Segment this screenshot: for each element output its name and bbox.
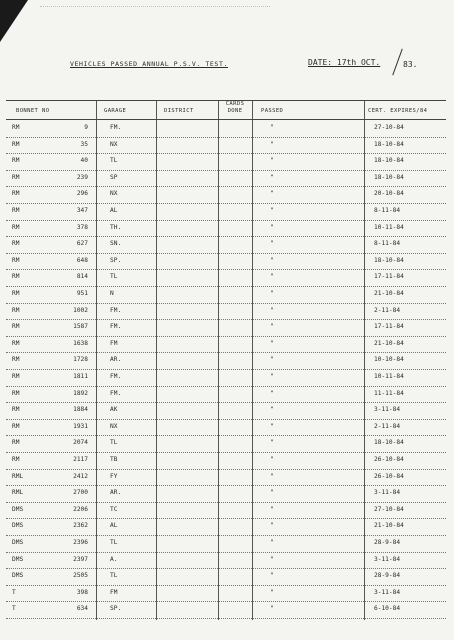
bonnet-number: 2206 bbox=[73, 505, 88, 513]
passed-mark: " bbox=[270, 356, 274, 364]
expiry-date: 28-9-84 bbox=[374, 572, 401, 580]
passed-mark: " bbox=[270, 422, 274, 430]
bonnet-prefix: T bbox=[12, 588, 16, 596]
passed-mark: " bbox=[270, 373, 274, 380]
table-row bbox=[6, 419, 446, 437]
bonnet-number: 2362 bbox=[73, 522, 88, 530]
garage-code: NX bbox=[110, 190, 118, 198]
garage-code: FY bbox=[110, 472, 118, 480]
expiry-date: 21-10-84 bbox=[374, 522, 404, 530]
bonnet-number: 2505 bbox=[73, 572, 88, 580]
table-row bbox=[6, 552, 446, 570]
bonnet-number: 814 bbox=[76, 273, 88, 281]
expiry-date: 10-11-84 bbox=[374, 223, 404, 231]
bonnet-prefix: RM bbox=[12, 456, 20, 463]
bonnet-number: 2397 bbox=[73, 555, 88, 563]
table-row bbox=[6, 502, 446, 520]
passed-mark: " bbox=[270, 240, 274, 248]
table-row bbox=[6, 186, 446, 204]
expiry-date: 10-11-84 bbox=[374, 373, 404, 380]
bonnet-prefix: RM bbox=[12, 323, 20, 331]
table-row bbox=[6, 269, 446, 287]
bonnet-prefix: RM bbox=[12, 157, 20, 165]
expiry-date: 17-11-84 bbox=[374, 273, 404, 281]
column-header-district: DISTRICT bbox=[164, 108, 194, 114]
bonnet-prefix: RM bbox=[12, 207, 20, 214]
garage-code: SP. bbox=[110, 605, 122, 613]
passed-mark: " bbox=[270, 223, 274, 231]
expiry-date: 2-11-84 bbox=[374, 422, 401, 430]
bonnet-number: 1587 bbox=[73, 323, 88, 331]
scan-shadow-corner bbox=[0, 0, 28, 42]
bonnet-number: 1892 bbox=[73, 389, 88, 397]
table-row bbox=[6, 153, 446, 171]
table-row bbox=[6, 203, 446, 221]
bonnet-number: 1931 bbox=[73, 422, 88, 430]
expiry-date: 6-10-84 bbox=[374, 605, 401, 613]
bonnet-number: 1002 bbox=[73, 306, 88, 314]
column-header-expiry: CERT. EXPIRES/84 bbox=[368, 108, 428, 114]
date-slash-mark bbox=[392, 49, 403, 76]
column-header-bonnet: BONNET NO bbox=[16, 108, 50, 114]
expiry-date: 8-11-84 bbox=[374, 207, 401, 214]
table-row bbox=[6, 402, 446, 420]
date-label: DATE: 17th OCT. bbox=[308, 58, 381, 67]
table-row bbox=[6, 303, 446, 321]
passed-mark: " bbox=[270, 190, 274, 198]
passed-mark: " bbox=[270, 489, 274, 497]
expiry-date: 21-10-84 bbox=[374, 290, 404, 297]
bonnet-prefix: RM bbox=[12, 273, 20, 281]
table-row bbox=[6, 352, 446, 370]
page-title: VEHICLES PASSED ANNUAL P.S.V. TEST. bbox=[70, 60, 228, 68]
expiry-date: 11-11-84 bbox=[374, 389, 404, 397]
column-header-garage: GARAGE bbox=[104, 108, 127, 114]
passed-mark: " bbox=[270, 406, 274, 414]
passed-mark: " bbox=[270, 588, 274, 596]
bonnet-prefix: RML bbox=[12, 489, 24, 497]
bonnet-number: 648 bbox=[76, 256, 88, 264]
table-row bbox=[6, 435, 446, 453]
bonnet-prefix: RM bbox=[12, 356, 20, 364]
bonnet-number: 627 bbox=[76, 240, 88, 248]
bonnet-number: 1728 bbox=[73, 356, 88, 364]
bonnet-prefix: RM bbox=[12, 306, 20, 314]
expiry-date: 18-10-84 bbox=[374, 157, 404, 165]
passed-mark: " bbox=[270, 572, 274, 580]
table-row bbox=[6, 336, 446, 354]
expiry-date: 27-10-84 bbox=[374, 505, 404, 513]
garage-code: TC bbox=[110, 505, 118, 513]
table-row bbox=[6, 485, 446, 503]
garage-code: TL bbox=[110, 157, 118, 165]
scan-specks bbox=[40, 6, 270, 13]
expiry-date: 18-10-84 bbox=[374, 173, 404, 181]
bonnet-prefix: RM bbox=[12, 223, 20, 231]
garage-code: FM bbox=[110, 588, 118, 596]
garage-code: TL bbox=[110, 572, 118, 580]
expiry-date: 28-9-84 bbox=[374, 539, 401, 546]
table-row bbox=[6, 319, 446, 337]
expiry-date: 27-10-84 bbox=[374, 124, 404, 131]
year-label: 83. bbox=[403, 60, 418, 69]
passed-mark: " bbox=[270, 256, 274, 264]
bonnet-prefix: DMS bbox=[12, 572, 24, 580]
passed-mark: " bbox=[270, 306, 274, 314]
garage-code: SP. bbox=[110, 256, 122, 264]
passed-mark: " bbox=[270, 539, 274, 546]
expiry-date: 2-11-84 bbox=[374, 306, 401, 314]
expiry-date: 21-10-84 bbox=[374, 339, 404, 347]
table-row bbox=[6, 220, 446, 238]
garage-code: TL bbox=[110, 273, 118, 281]
table-row bbox=[6, 369, 446, 387]
garage-code: SN. bbox=[110, 240, 122, 248]
table-row bbox=[6, 585, 446, 603]
garage-code: AL bbox=[110, 522, 118, 530]
passed-mark: " bbox=[270, 323, 274, 331]
table-row bbox=[6, 452, 446, 470]
ledger-sheet bbox=[6, 100, 446, 620]
passed-mark: " bbox=[270, 555, 274, 563]
bonnet-number: 296 bbox=[76, 190, 88, 198]
table-row bbox=[6, 120, 446, 138]
bonnet-prefix: RM bbox=[12, 173, 20, 181]
table-row bbox=[6, 535, 446, 553]
bonnet-prefix: RM bbox=[12, 124, 20, 131]
table-row bbox=[6, 137, 446, 155]
bonnet-prefix: RM bbox=[12, 339, 20, 347]
bonnet-number: 951 bbox=[76, 290, 88, 297]
bonnet-prefix: RM bbox=[12, 190, 20, 198]
expiry-date: 3-11-84 bbox=[374, 555, 401, 563]
garage-code: TB bbox=[110, 456, 118, 463]
bonnet-prefix: DMS bbox=[12, 522, 24, 530]
column-header-passed: PASSED bbox=[261, 108, 284, 114]
bonnet-prefix: RM bbox=[12, 439, 20, 447]
bonnet-prefix: RM bbox=[12, 240, 20, 248]
bonnet-number: 1884 bbox=[73, 406, 88, 414]
bonnet-prefix: RM bbox=[12, 389, 20, 397]
bonnet-number: 1811 bbox=[73, 373, 88, 380]
passed-mark: " bbox=[270, 605, 274, 613]
expiry-date: 18-10-84 bbox=[374, 256, 404, 264]
garage-code: A. bbox=[110, 555, 118, 563]
column-header-cards: CARDS DONE bbox=[225, 101, 245, 114]
garage-code: NX bbox=[110, 422, 118, 430]
bonnet-number: 634 bbox=[76, 605, 88, 613]
expiry-date: 10-10-84 bbox=[374, 356, 404, 364]
garage-code: AL bbox=[110, 207, 118, 214]
bonnet-prefix: T bbox=[12, 605, 16, 613]
table-row bbox=[6, 236, 446, 254]
bonnet-number: 378 bbox=[76, 223, 88, 231]
passed-mark: " bbox=[270, 439, 274, 447]
bonnet-number: 2117 bbox=[73, 456, 88, 463]
garage-code: AR. bbox=[110, 489, 122, 497]
passed-mark: " bbox=[270, 339, 274, 347]
passed-mark: " bbox=[270, 505, 274, 513]
garage-code: AR. bbox=[110, 356, 122, 364]
bonnet-prefix: RM bbox=[12, 256, 20, 264]
bonnet-prefix: RM bbox=[12, 406, 20, 414]
passed-mark: " bbox=[270, 140, 274, 148]
table-row bbox=[6, 518, 446, 536]
table-row bbox=[6, 469, 446, 487]
garage-code: NX bbox=[110, 140, 118, 148]
bonnet-number: 9 bbox=[84, 124, 88, 131]
bonnet-number: 2074 bbox=[73, 439, 88, 447]
garage-code: AK bbox=[110, 406, 118, 414]
garage-code: FM. bbox=[110, 373, 122, 380]
bonnet-number: 2700 bbox=[73, 489, 88, 497]
expiry-date: 3-11-84 bbox=[374, 588, 401, 596]
bonnet-number: 2396 bbox=[73, 539, 88, 546]
expiry-date: 17-11-84 bbox=[374, 323, 404, 331]
bonnet-prefix: RM bbox=[12, 373, 20, 380]
bonnet-number: 2412 bbox=[73, 472, 88, 480]
passed-mark: " bbox=[270, 157, 274, 165]
table-row bbox=[6, 568, 446, 586]
passed-mark: " bbox=[270, 173, 274, 181]
expiry-date: 20-10-84 bbox=[374, 190, 404, 198]
passed-mark: " bbox=[270, 472, 274, 480]
passed-mark: " bbox=[270, 207, 274, 214]
expiry-date: 8-11-84 bbox=[374, 240, 401, 248]
garage-code: TL bbox=[110, 539, 118, 546]
bonnet-prefix: DMS bbox=[12, 555, 24, 563]
bonnet-number: 35 bbox=[80, 140, 88, 148]
garage-code: TH. bbox=[110, 223, 122, 231]
garage-code: SP bbox=[110, 173, 118, 181]
garage-code: FM. bbox=[110, 306, 122, 314]
expiry-date: 26-10-84 bbox=[374, 472, 404, 480]
bonnet-number: 40 bbox=[80, 157, 88, 165]
passed-mark: " bbox=[270, 290, 274, 297]
garage-code: N bbox=[110, 290, 114, 297]
expiry-date: 18-10-84 bbox=[374, 140, 404, 148]
table-row bbox=[6, 386, 446, 404]
garage-code: FM. bbox=[110, 124, 122, 131]
bonnet-prefix: RML bbox=[12, 472, 24, 480]
passed-mark: " bbox=[270, 522, 274, 530]
passed-mark: " bbox=[270, 456, 274, 463]
bonnet-number: 1638 bbox=[73, 339, 88, 347]
bonnet-number: 398 bbox=[76, 588, 88, 596]
table-row bbox=[6, 253, 446, 271]
bonnet-prefix: RM bbox=[12, 140, 20, 148]
table-row bbox=[6, 286, 446, 304]
garage-code: FM. bbox=[110, 323, 122, 331]
bonnet-prefix: RM bbox=[12, 290, 20, 297]
garage-code: TL bbox=[110, 439, 118, 447]
expiry-date: 3-11-84 bbox=[374, 406, 401, 414]
garage-code: FM bbox=[110, 339, 118, 347]
bonnet-prefix: DMS bbox=[12, 539, 24, 546]
table-row bbox=[6, 170, 446, 188]
bonnet-number: 239 bbox=[76, 173, 88, 181]
expiry-date: 26-10-84 bbox=[374, 456, 404, 463]
bonnet-number: 347 bbox=[76, 207, 88, 214]
expiry-date: 18-10-84 bbox=[374, 439, 404, 447]
passed-mark: " bbox=[270, 124, 274, 131]
table-row bbox=[6, 601, 446, 619]
passed-mark: " bbox=[270, 389, 274, 397]
bonnet-prefix: DMS bbox=[12, 505, 24, 513]
garage-code: FM. bbox=[110, 389, 122, 397]
expiry-date: 3-11-84 bbox=[374, 489, 401, 497]
passed-mark: " bbox=[270, 273, 274, 281]
bonnet-prefix: RM bbox=[12, 422, 20, 430]
